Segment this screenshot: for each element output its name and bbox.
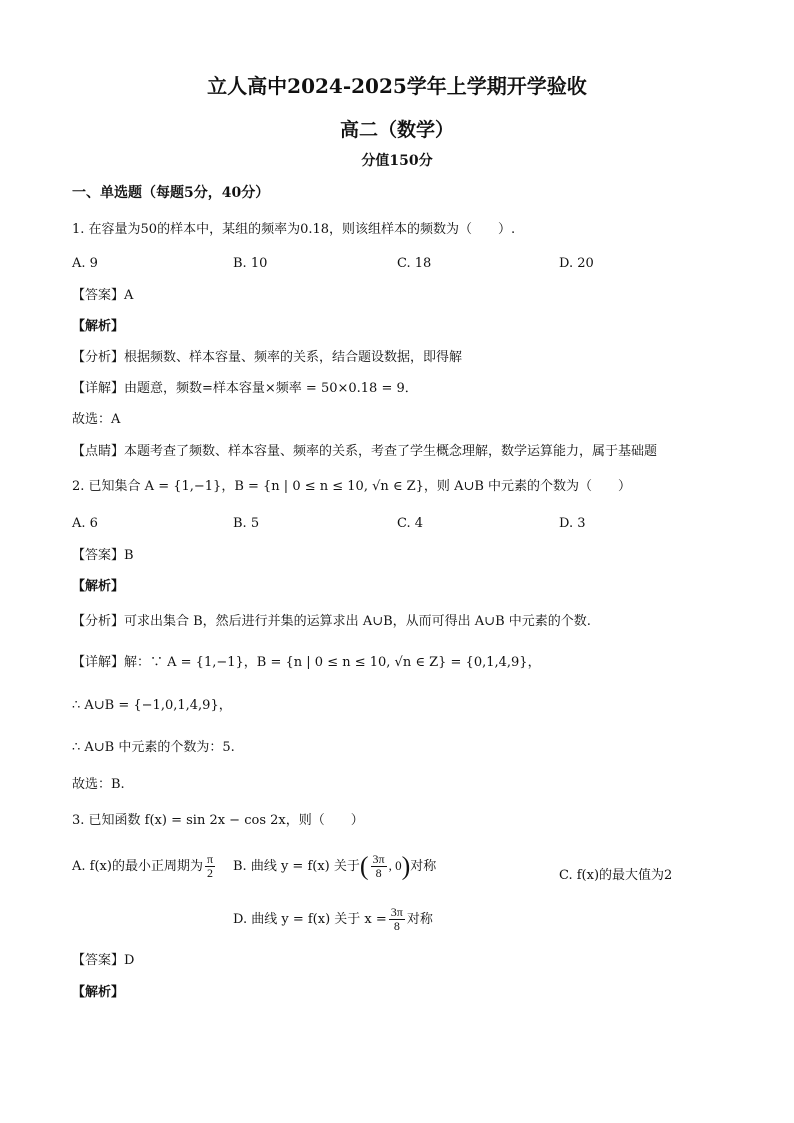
q3-stem: 3. 已知函数 f(x) = sin 2x − cos 2x，则（ ） xyxy=(72,813,364,828)
exam-subtitle: 高二（数学） xyxy=(339,119,454,141)
q3-option-a-text: A. f(x)的最小正周期为 xyxy=(72,859,203,874)
q1-option-c: C. 18 xyxy=(397,256,432,271)
q2-option-b: B. 5 xyxy=(233,516,260,531)
q1-jiexi: 【解析】 xyxy=(72,319,125,334)
q3-option-b: B. 曲线 y = f(x) 关于( $\frac{3\pi}{8}$ , 0)对称 xyxy=(233,851,437,881)
exam-score: 分值150分 xyxy=(361,153,433,169)
q2-answer: 【答案】B xyxy=(72,548,134,563)
q2-option-c: C. 4 xyxy=(397,516,424,531)
q3-option-a-denominator: 2 xyxy=(206,866,213,880)
q2-jiexi: 【解析】 xyxy=(72,579,125,594)
q2-fenxi: 【分析】可求出集合 B，然后进行并集的运算求出 A∪B，从而可得出 A∪B 中元素的个数. xyxy=(72,614,591,629)
q3-answer: 【答案】D xyxy=(72,953,135,968)
q2-xiangjie: 【详解】解：∵ A = {1,−1}，B = {n | 0 ≤ n ≤ 10, √n ∈ Z} = {0,1,4,9}， xyxy=(72,655,541,670)
q3-option-a xyxy=(72,853,217,880)
q3-option-d-text: D. 曲线 y = f(x) 关于 x = xyxy=(233,912,387,927)
q2-step3: ∴ A∪B 中元素的个数为：5. xyxy=(72,740,235,755)
q1-stem: 1. 在容量为50的样本中，某组的频率为0.18，则该组样本的频数为（ ）. xyxy=(72,222,516,237)
q3-option-d-numerator: 3π xyxy=(390,905,403,919)
q2-option-a: A. 6 xyxy=(72,516,98,531)
q3-option-b-numerator: 3π xyxy=(372,852,385,866)
q3-option-d-post: 对称 xyxy=(406,912,433,927)
q2-guxuan: 故选：B. xyxy=(72,777,125,792)
q3-option-c: C. f(x)的最大值为2 xyxy=(559,868,673,883)
q3-option-d-denominator: 8 xyxy=(393,919,400,933)
section-heading: 一、单选题（每题5分，40分） xyxy=(72,185,270,201)
q2-option-d: D. 3 xyxy=(559,516,586,531)
q2-stem: 2. 已知集合 A = {1,−1}，B = {n | 0 ≤ n ≤ 10, √n ∈ Z}，则 A∪B 中元素的个数为（ ） xyxy=(72,479,632,494)
q1-option-a: A. 9 xyxy=(72,256,98,271)
q3-option-d-fraction xyxy=(389,906,405,933)
q3-option-b-denominator: 8 xyxy=(375,866,382,880)
q3-option-b-end: 对称 xyxy=(410,859,437,874)
exam-title: 立人高中2024-2025学年上学期开学验收 xyxy=(207,74,587,98)
q1-option-b: B. 10 xyxy=(233,256,268,271)
q3-option-d xyxy=(233,906,433,933)
q3-option-b-fraction xyxy=(371,853,387,880)
q3-option-b-text: B. 曲线 y = f(x) 关于 xyxy=(233,859,360,874)
q1-dianjing: 【点睛】本题考查了频数、样本容量、频率的关系，考查了学生概念理解，数学运算能力，属于基础题 xyxy=(72,444,658,459)
q2-step2: ∴ A∪B = {−1,0,1,4,9}， xyxy=(72,698,232,713)
q1-answer: 【答案】A xyxy=(72,288,134,303)
q1-guxuan: 故选：A xyxy=(72,412,121,427)
q1-option-d: D. 20 xyxy=(559,256,594,271)
q3-option-a-numerator: π xyxy=(206,852,214,866)
q3-jiexi: 【解析】 xyxy=(72,985,125,1000)
q3-option-a-fraction xyxy=(205,853,215,880)
q1-xiangjie: 【详解】由题意，频数=样本容量×频率 = 50×0.18 = 9． xyxy=(72,381,418,396)
q1-fenxi: 【分析】根据频数、样本容量、频率的关系，结合题设数据，即得解 xyxy=(72,350,463,365)
q3-option-b-post: , 0 xyxy=(388,858,402,873)
